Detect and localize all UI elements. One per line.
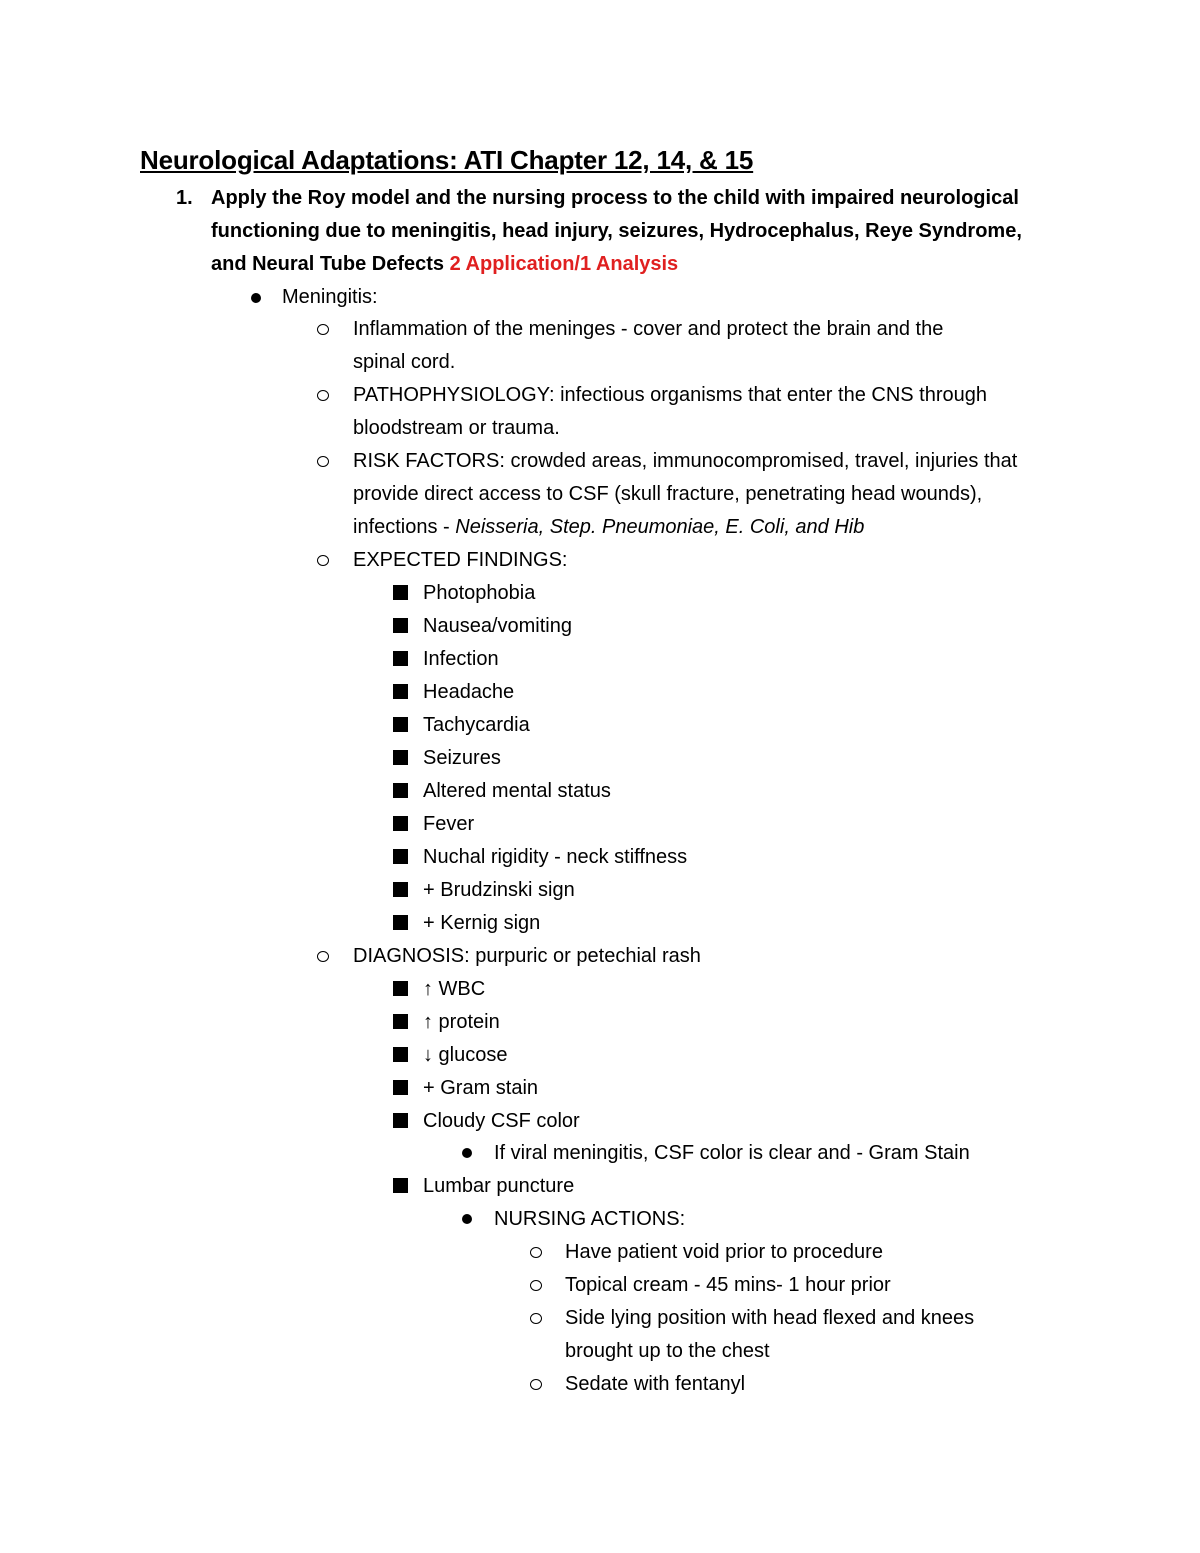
bullet-circle-icon [317,951,329,962]
diagnosis-item: ↑ protein [423,1011,500,1033]
bullet-circle-icon [317,324,329,335]
bullet-square-icon [393,651,408,666]
expected-finding-item: Tachycardia [423,714,530,736]
objective-tag: 2 Application/1 Analysis [449,253,679,275]
bullet-square-icon [393,1047,408,1062]
bullet-circle-icon [530,1247,542,1258]
bullet-dot-icon [251,293,261,303]
diagnosis-item: + Gram stain [423,1077,539,1099]
bullet-square-icon [393,750,408,765]
bullet-square-icon [393,618,408,633]
bullet-circle-icon [530,1280,542,1291]
definition-item [353,313,943,379]
risk-factors-line-2: provide direct access to CSF (skull fracture, penetrating head wounds), [353,483,983,505]
nursing-action-line: Side lying position with head flexed and knees [565,1307,975,1329]
pathophysiology-line-2: bloodstream or trauma. [353,417,560,439]
expected-finding-item: + Kernig sign [423,912,541,934]
objective-text [211,182,1071,281]
bullet-square-icon [393,1080,408,1095]
nursing-action-line: Sedate with fentanyl [565,1373,746,1395]
bullet-dot-icon [462,1214,472,1224]
bullet-square-icon [393,915,408,930]
expected-finding-item: Seizures [423,747,501,769]
expected-finding-item: Photophobia [423,582,536,604]
nursing-action-item [565,1269,891,1302]
bullet-square-icon [393,783,408,798]
bullet-square-icon [393,849,408,864]
expected-finding-item: + Brudzinski sign [423,879,575,901]
page-title: Neurological Adaptations: ATI Chapter 12, 14, & 15 [140,145,754,175]
bullet-square-icon [393,1113,408,1128]
bullet-square-icon [393,882,408,897]
objective-number: 1. [176,187,193,209]
diagnosis-item: ↓ glucose [423,1044,508,1066]
risk-factors-organisms: Neisseria, Step. Pneumoniae, E. Coli, and Hib [455,516,865,538]
expected-findings-heading: EXPECTED FINDINGS: [353,549,568,571]
expected-finding-item: Nausea/vomiting [423,615,572,637]
pathophysiology-line-1: PATHOPHYSIOLOGY: infectious organisms that enter the CNS through [353,384,987,406]
bullet-square-icon [393,717,408,732]
diagnosis-item: ↑ WBC [423,978,486,1000]
pathophysiology-item [353,379,987,445]
risk-factors-prefix: infections - [353,516,456,538]
nursing-action-item [565,1368,745,1401]
lumbar-puncture-item: Lumbar puncture [423,1175,575,1197]
viral-note: If viral meningitis, CSF color is clear and - Gram Stain [494,1142,970,1164]
objective-line-2: functioning due to meningitis, head injury, seizures, Hydrocephalus, Reye Syndrome, [211,220,1022,242]
objective-line-3-text: and Neural Tube Defects [211,253,445,275]
bullet-circle-icon [530,1379,542,1390]
bullet-circle-icon [530,1313,542,1324]
diagnosis-heading: DIAGNOSIS: purpuric or petechial rash [353,945,701,967]
expected-finding-item: Altered mental status [423,780,611,802]
bullet-circle-icon [317,390,329,401]
nursing-action-line: Topical cream - 45 mins- 1 hour prior [565,1274,891,1296]
bullet-square-icon [393,981,408,996]
bullet-square-icon [393,1014,408,1029]
nursing-action-item [565,1302,974,1368]
objective-line-1: Apply the Roy model and the nursing process to the child with impaired neurological [211,187,1019,209]
bullet-square-icon [393,684,408,699]
expected-finding-item: Infection [423,648,499,670]
nursing-action-item [565,1236,883,1269]
bullet-square-icon [393,816,408,831]
bullet-circle-icon [317,555,329,566]
expected-finding-item: Headache [423,681,515,703]
objective-line-3 [211,248,1071,281]
diagnosis-item: Cloudy CSF color [423,1110,580,1132]
definition-line-1: Inflammation of the meninges - cover and protect the brain and the [353,318,944,340]
bullet-dot-icon [462,1148,472,1158]
expected-finding-item: Nuchal rigidity - neck stiffness [423,846,688,868]
bullet-square-icon [393,1178,408,1193]
risk-factors-line-1: RISK FACTORS: crowded areas, immunocompromised, travel, injuries that [353,450,1018,472]
bullet-circle-icon [317,456,329,467]
nursing-action-line: Have patient void prior to procedure [565,1241,883,1263]
risk-factors-item [353,445,1017,544]
bullet-square-icon [393,585,408,600]
meningitis-heading: Meningitis: [282,286,378,308]
nursing-action-line: brought up to the chest [565,1340,770,1362]
nursing-actions-heading: NURSING ACTIONS: [494,1208,686,1230]
expected-finding-item: Fever [423,813,475,835]
definition-line-2: spinal cord. [353,351,456,373]
risk-factors-line-3 [353,511,1017,544]
